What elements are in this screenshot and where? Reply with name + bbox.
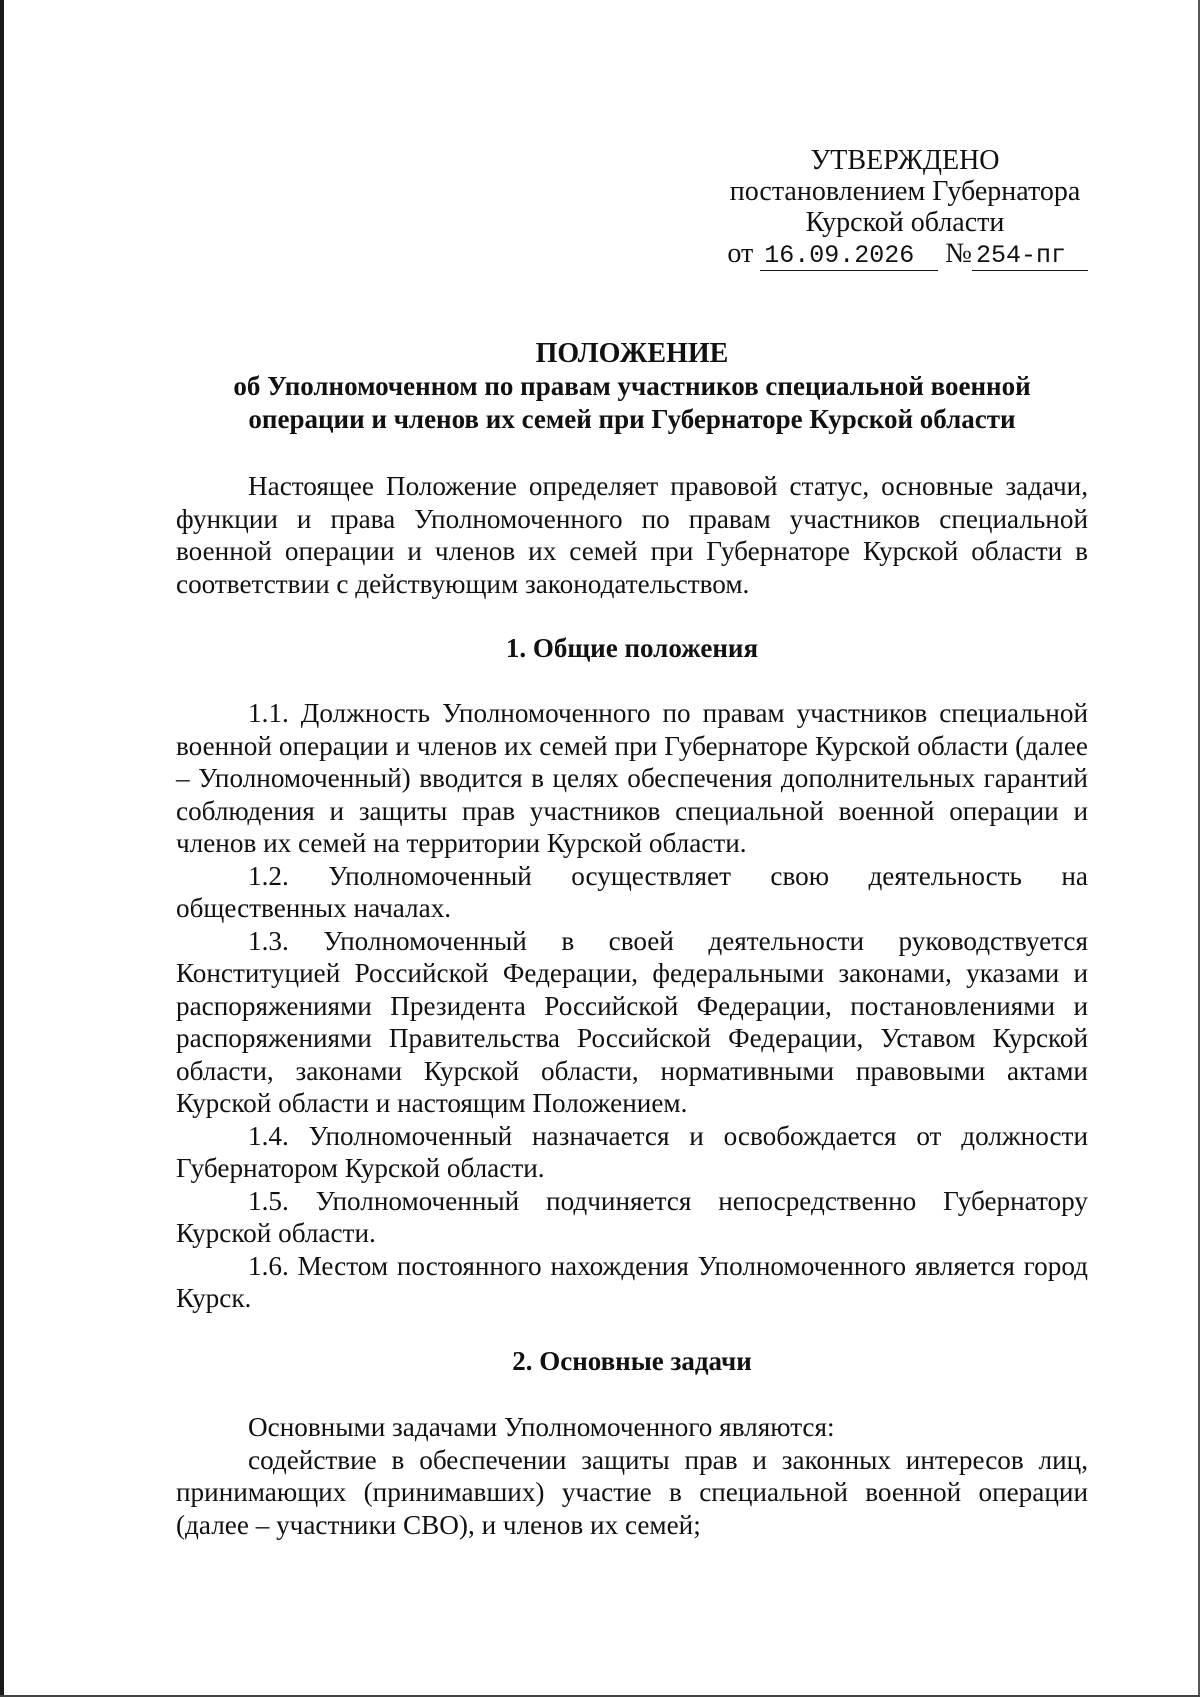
approval-decree-line: постановлением Губернатора — [729, 176, 1081, 207]
approval-region-line: Курской области — [805, 207, 1005, 238]
document-subtitle-line-2: операции и членов их семей при Губернаторе Курской области — [248, 404, 1016, 434]
document-subtitle-line-1: об Уполномоченном по правам участников специальной военной — [233, 371, 1031, 401]
section-2-body — [176, 1411, 1088, 1541]
section-2-heading: 2. Основные задачи — [512, 1346, 752, 1376]
paragraph-2-task-1: содействие в обеспечении защиты прав и законных интересов лиц, принимающих (принимавших) участие в специальной военной операции (далее – участники СВО), и членов их семей; — [176, 1444, 1088, 1540]
section-1-body — [176, 697, 1088, 1315]
approval-dateline — [720, 238, 1090, 271]
paragraph-1-5: 1.5. Уполномоченный подчиняется непосредственно Губернатору Курской области. — [176, 1185, 1088, 1248]
document-title-block — [176, 337, 1088, 436]
approval-number-label: № — [945, 238, 972, 269]
approval-title: УТВЕРЖДЕНО — [810, 145, 1000, 176]
paragraph-2-intro: Основными задачами Уполномоченного являются: — [248, 1412, 835, 1442]
approval-stamp — [720, 145, 1090, 271]
paragraph-1-2: 1.2. Уполномоченный осуществляет свою деятельность на общественных началах. — [176, 860, 1088, 923]
scan-edge-left — [0, 0, 4, 1697]
paragraph-1-4: 1.4. Уполномоченный назначается и освобождается от должности Губернатором Курской области. — [176, 1120, 1088, 1183]
approval-number: 254-пг — [972, 242, 1088, 271]
approval-from-label: от — [727, 238, 754, 269]
paragraph-1-3: 1.3. Уполномоченный в своей деятельности руководствуется Конституцией Российской Федерации, федеральными законами, указами и распоряжениями Президента Российской Федерации, постановлениями и распоряжениями Правительства Российской Федерации, Уставом Курской области, законами Курской области, нормативными правовыми актами Курской области и настоящим Положением. — [176, 925, 1088, 1118]
approval-date: 16.09.2026 — [760, 242, 938, 271]
paragraph-1-1: 1.1. Должность Уполномоченного по правам участников специальной военной операции и членов их семей при Губернаторе Курской области (далее – Уполномоченный) вводится в целях обеспечения дополнительных гарантий соблюдения и защиты прав участников специальной военной операции и членов их семей на территории Курской области. — [176, 698, 1088, 858]
section-1-heading: 1. Общие положения — [505, 633, 759, 663]
document-title: ПОЛОЖЕНИЕ — [535, 338, 729, 369]
paragraph-1-6: 1.6. Местом постоянного нахождения Уполномоченного является город Курск. — [176, 1250, 1088, 1313]
intro-paragraph: Настоящее Положение определяет правовой статус, основные задачи, функции и права Уполномоченного по правам участников специальной военной операции и членов их семей при Губернаторе Курской области в соответствии с действующим законодательством. — [176, 471, 1088, 599]
intro-paragraph-block — [176, 470, 1088, 600]
